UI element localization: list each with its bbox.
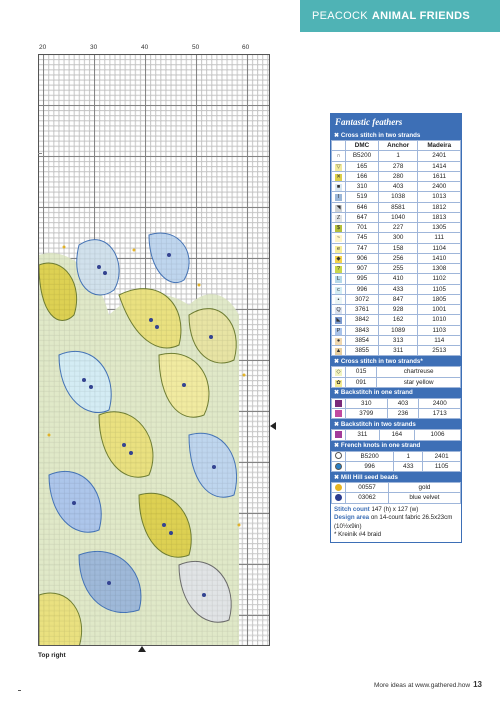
madeira-cell: 114 [418, 335, 461, 345]
anchor-cell: 1 [394, 451, 423, 461]
key-row [332, 202, 461, 212]
dmc-cell: 996 [346, 284, 379, 294]
dmc-cell: 311 [346, 430, 380, 440]
key-row [332, 264, 461, 274]
key-row [332, 451, 461, 461]
symbol-cell [332, 451, 346, 461]
stitch-count-line [334, 506, 458, 515]
madeira-cell: 1305 [418, 223, 461, 233]
stitch-symbol-icon: P [336, 327, 341, 334]
madeira-cell: 2401 [418, 151, 461, 161]
dmc-cell: 310 [346, 398, 388, 408]
header-word-animal-friends: ANIMAL FRIENDS [371, 10, 471, 22]
anchor-cell: 236 [387, 409, 419, 419]
key-section-backstitch-two: ✖ Backstitch in two strands [331, 419, 461, 429]
madeira-cell: 1104 [418, 243, 461, 253]
key-row [332, 398, 461, 408]
symbol-cell [332, 483, 346, 493]
symbol-cell [332, 305, 346, 315]
key-section-cross-stitch: ✖ Cross stitch in two strands [331, 130, 461, 140]
symbol-cell [332, 294, 346, 304]
anchor-cell: 8581 [378, 202, 418, 212]
dmc-cell: 166 [346, 171, 379, 181]
key-row [332, 367, 461, 377]
madeira-cell: 1813 [418, 212, 461, 222]
symbol-cell [332, 253, 346, 263]
symbol-cell [332, 315, 346, 325]
stitch-symbol-icon: ■ [336, 184, 341, 191]
center-column-arrow-icon [138, 646, 146, 652]
key-row [332, 409, 461, 419]
dmc-cell: 646 [346, 202, 379, 212]
symbol-cell [332, 212, 346, 222]
key-row [332, 315, 461, 325]
stitch-symbol-icon: ✕ [336, 173, 341, 180]
madeira-cell: 1713 [419, 409, 461, 419]
key-row [332, 253, 461, 263]
symbol-cell [332, 274, 346, 284]
madeira-cell: 1105 [418, 284, 461, 294]
key-row [332, 171, 461, 181]
dmc-cell: 165 [346, 161, 379, 171]
page-header-bar [300, 0, 500, 32]
key-row [332, 335, 461, 345]
madeira-cell: 1410 [418, 253, 461, 263]
stitch-symbol-icon: Z [336, 214, 341, 221]
stitch-symbol-icon: ~ [336, 235, 341, 242]
anchor-cell: 403 [387, 398, 419, 408]
anchor-cell: 1 [378, 151, 418, 161]
symbol-cell [332, 367, 346, 377]
symbol-cell [332, 335, 346, 345]
symbol-cell [332, 430, 346, 440]
symbol-cell [332, 192, 346, 202]
backstitch-line-icon [335, 410, 342, 417]
key-row [332, 294, 461, 304]
dmc-cell: B5200 [346, 451, 394, 461]
anchor-cell: 433 [378, 284, 418, 294]
madeira-cell: 111 [418, 233, 461, 243]
page-footer [374, 680, 482, 689]
madeira-cell: 1006 [415, 430, 461, 440]
dmc-cell: 647 [346, 212, 379, 222]
key-section-backstitch-one: ✖ Backstitch in one strand [331, 388, 461, 398]
symbol-cell [332, 284, 346, 294]
anchor-cell: 410 [378, 274, 418, 284]
seed-bead-icon [335, 484, 342, 491]
peacock-feather-motif [39, 55, 270, 646]
dmc-cell: 906 [346, 253, 379, 263]
stitch-symbol-icon: ◇ [336, 369, 341, 376]
key-row [332, 483, 461, 493]
symbol-cell [332, 325, 346, 335]
anchor-cell: 256 [378, 253, 418, 263]
stitch-symbol-icon: L [336, 276, 341, 283]
dmc-cell: 3843 [346, 325, 379, 335]
key-row [332, 346, 461, 356]
key-row [332, 274, 461, 284]
key-row [332, 151, 461, 161]
madeira-cell: 2400 [419, 398, 461, 408]
dmc-cell: 310 [346, 182, 379, 192]
symbol-cell [332, 151, 346, 161]
thread-key-panel [330, 113, 462, 543]
anchor-cell: 1089 [378, 325, 418, 335]
symbol-cell [332, 182, 346, 192]
madeira-cell: 1010 [418, 315, 461, 325]
key-table-backstitch-two [331, 429, 461, 440]
header-word-peacock: PEACOCK [312, 10, 368, 22]
design-stats [331, 504, 461, 542]
madeira-cell: 1001 [418, 305, 461, 315]
key-row [332, 243, 461, 253]
anchor-cell: 300 [378, 233, 418, 243]
stitch-symbol-icon: ▲ [335, 348, 342, 355]
madeira-cell: 1308 [418, 264, 461, 274]
dmc-cell: 996 [346, 461, 394, 471]
key-row [332, 377, 461, 387]
key-row [332, 305, 461, 315]
page-edge-mark [18, 690, 21, 691]
anchor-cell: 1040 [378, 212, 418, 222]
key-header-row [332, 141, 461, 151]
madeira-cell: 1812 [418, 202, 461, 212]
madeira-cell: 1611 [418, 171, 461, 181]
key-row [332, 161, 461, 171]
dmc-cell: 3855 [346, 346, 379, 356]
code-cell: 00557 [346, 483, 389, 493]
backstitch-line-icon [335, 400, 342, 407]
stitch-count-value: 147 (h) x 127 (w) [371, 505, 419, 513]
symbol-cell [332, 171, 346, 181]
stitch-symbol-icon: ● [336, 337, 341, 344]
stitch-symbol-icon: ◥ [336, 204, 341, 211]
design-area-line [334, 514, 458, 531]
dmc-cell: 995 [346, 274, 379, 284]
madeira-cell: 1103 [418, 325, 461, 335]
anchor-cell: 278 [378, 161, 418, 171]
dmc-cell: 747 [346, 243, 379, 253]
anchor-cell: 164 [379, 430, 414, 440]
anchor-cell: 158 [378, 243, 418, 253]
seed-bead-icon [335, 494, 342, 501]
key-section-seed-beads: ✖ Mill Hill seed beads [331, 472, 461, 482]
code-cell: 091 [346, 377, 377, 387]
french-knot-icon [335, 463, 342, 470]
dmc-cell: 3799 [346, 409, 388, 419]
stitch-symbol-icon: ◆ [336, 255, 341, 262]
name-cell: gold [388, 483, 460, 493]
symbol-column-header [332, 141, 346, 151]
code-cell: 03062 [346, 493, 389, 503]
key-row [332, 325, 461, 335]
french-knot-icon [335, 452, 342, 459]
stitch-symbol-icon: ▽ [336, 163, 341, 170]
column-number: 60 [242, 44, 250, 51]
key-table-backstitch-one [331, 398, 461, 420]
stitch-symbol-icon: ✿ [336, 379, 341, 386]
stitch-symbol-icon: c [335, 287, 342, 294]
symbol-cell [332, 223, 346, 233]
key-section-cross-stitch-kreinik: ✖ Cross stitch in two strands* [331, 356, 461, 366]
dmc-cell: 3854 [346, 335, 379, 345]
dmc-cell: B5200 [346, 151, 379, 161]
madeira-cell: 1414 [418, 161, 461, 171]
madeira-column-header: Madeira [418, 141, 461, 151]
code-cell: 015 [346, 367, 377, 377]
column-number: 30 [90, 44, 98, 51]
symbol-cell [332, 409, 346, 419]
anchor-cell: 311 [378, 346, 418, 356]
name-cell: star yellow [377, 377, 461, 387]
center-row-arrow-icon [270, 422, 276, 430]
anchor-cell: 255 [378, 264, 418, 274]
symbol-cell [332, 264, 346, 274]
madeira-cell: 1105 [423, 461, 461, 471]
kreinik-note: * Kreinik #4 braid [334, 531, 382, 538]
key-title: Fantastic feathers [331, 114, 461, 130]
dmc-cell: 3761 [346, 305, 379, 315]
anchor-cell: 280 [378, 171, 418, 181]
column-number: 20 [39, 44, 47, 51]
key-row [332, 212, 461, 222]
symbol-cell [332, 493, 346, 503]
anchor-cell: 433 [394, 461, 423, 471]
symbol-cell [332, 161, 346, 171]
stitch-symbol-icon: I [335, 194, 342, 201]
key-row [332, 493, 461, 503]
anchor-cell: 928 [378, 305, 418, 315]
key-table-kreinik [331, 366, 461, 388]
stitch-symbol-icon: $ [336, 225, 341, 232]
stitch-symbol-icon: e [336, 245, 341, 252]
key-table-french-knots [331, 451, 461, 473]
dmc-cell: 3072 [346, 294, 379, 304]
key-row [332, 461, 461, 471]
backstitch-line-icon [335, 431, 342, 438]
anchor-cell: 227 [378, 223, 418, 233]
madeira-cell: 1102 [418, 274, 461, 284]
key-row [332, 430, 461, 440]
anchor-cell: 403 [378, 182, 418, 192]
design-area-label: Design area [334, 514, 370, 521]
stitch-symbol-icon: ◣ [336, 317, 341, 324]
dmc-cell: 519 [346, 192, 379, 202]
anchor-cell: 1038 [378, 192, 418, 202]
stitch-symbol-icon: ∩ [336, 153, 341, 160]
symbol-cell [332, 377, 346, 387]
design-area-value: on 14-count fabric 26.5x23cm (10½x9in) [334, 514, 453, 530]
stitch-count-label: Stitch count [334, 505, 370, 513]
name-cell: chartreuse [377, 367, 461, 377]
symbol-cell [332, 233, 346, 243]
symbol-cell [332, 243, 346, 253]
madeira-cell: 1013 [418, 192, 461, 202]
stitch-symbol-icon: • [335, 297, 342, 304]
dmc-column-header: DMC [346, 141, 379, 151]
chart-caption: Top right [38, 652, 66, 659]
key-row [332, 284, 461, 294]
dmc-cell: 907 [346, 264, 379, 274]
symbol-cell [332, 346, 346, 356]
key-table-cross-stitch [331, 140, 461, 356]
madeira-cell: 2400 [418, 182, 461, 192]
chart-side-mark [38, 153, 42, 154]
footer-text: More ideas at www.gathered.how [373, 682, 471, 689]
symbol-cell [332, 461, 346, 471]
page-number: 13 [473, 680, 482, 689]
madeira-cell: 2401 [423, 451, 461, 461]
dmc-cell: 745 [346, 233, 379, 243]
key-table-seed-beads [331, 482, 461, 504]
column-number: 50 [192, 44, 200, 51]
key-row [332, 192, 461, 202]
key-row [332, 233, 461, 243]
stitch-symbol-icon: Q [336, 307, 341, 314]
anchor-cell: 847 [378, 294, 418, 304]
madeira-cell: 1805 [418, 294, 461, 304]
key-section-french-knots: ✖ French knots in one strand [331, 441, 461, 451]
column-number: 40 [141, 44, 149, 51]
anchor-column-header: Anchor [378, 141, 418, 151]
symbol-cell [332, 202, 346, 212]
madeira-cell: 2513 [418, 346, 461, 356]
key-row [332, 182, 461, 192]
stitch-symbol-icon: ? [336, 266, 341, 273]
cross-stitch-chart-grid [38, 54, 270, 646]
dmc-cell: 701 [346, 223, 379, 233]
anchor-cell: 162 [378, 315, 418, 325]
name-cell: blue velvet [388, 493, 460, 503]
key-row [332, 223, 461, 233]
symbol-cell [332, 398, 346, 408]
anchor-cell: 313 [378, 335, 418, 345]
dmc-cell: 3842 [346, 315, 379, 325]
